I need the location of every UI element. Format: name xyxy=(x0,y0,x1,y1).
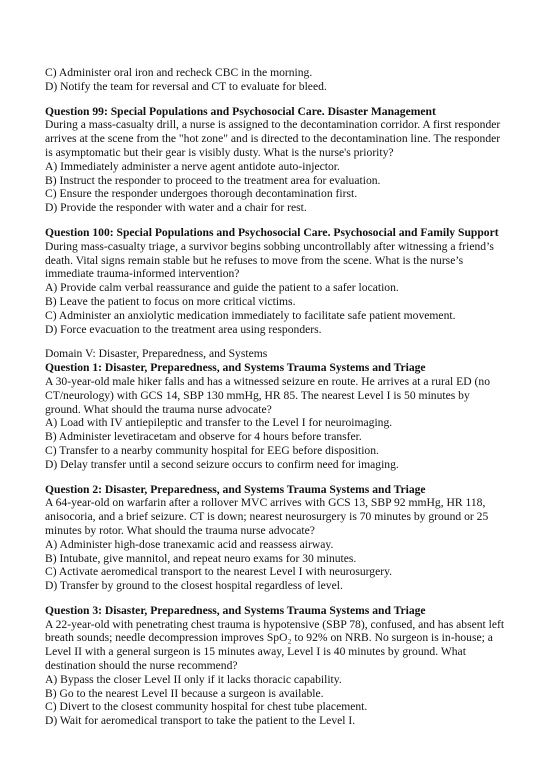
option: C) Activate aeromedical transport to the nearest Level I with neurosurgery. xyxy=(45,565,393,579)
option: B) Intubate, give mannitol, and repeat neuro exams for 30 minutes. xyxy=(45,551,357,565)
question-heading: Question 2: Disaster, Preparedness, and Systems Trauma Systems and Triage xyxy=(45,482,426,496)
question-heading: Question 99: Special Populations and Psychosocial Care. Disaster Management xyxy=(45,104,436,118)
option: C) Administer an anxiolytic medication immediately to facilitate safe patient movement. xyxy=(45,308,456,322)
question-stem: During mass-casualty triage, a survivor begins sobbing uncontrollably after witnessing a friend’s death. Vital signs remain stable but he refuses to move from the scene. What is the nurse’s immediate trauma-informed intervention? xyxy=(45,239,494,281)
question-100 xyxy=(45,226,505,336)
option: A) Administer high-dose tranexamic acid and reassess airway. xyxy=(45,537,334,551)
question-heading: Question 1: Disaster, Preparedness, and Systems Trauma Systems and Triage xyxy=(45,361,426,375)
option: A) Bypass the closer Level II only if it lacks thoracic capability. xyxy=(45,672,342,686)
option: C) Ensure the responder undergoes thorough decontamination first. xyxy=(45,187,358,201)
option: C) Administer oral iron and recheck CBC in the morning. xyxy=(45,66,313,79)
question-3 xyxy=(45,604,505,728)
document-page xyxy=(45,66,505,728)
question-stem: A 22-year-old with penetrating chest trauma is hypotensive (SBP 78), confused, and has absent left breath sounds; needle decompression improves SpO₂ to 92% on NRB. No surgeon is in-house; a Level II with a general surgeon is 15 minutes away, Level I is 40 minutes by ground. What destination should the nurse recommend? xyxy=(45,617,505,673)
question-stem: A 30-year-old male hiker falls and has a witnessed seizure en route. He arrives at a rural ED (no CT/neurology) with GCS 14, SBP 130 mmHg, HR 85. The nearest Level I is 50 minutes by ground. What should the trauma nurse advocate? xyxy=(45,374,490,416)
option: D) Notify the team for reversal and CT to evaluate for bleed. xyxy=(45,79,327,93)
question-99 xyxy=(45,105,505,215)
option: B) Go to the nearest Level II because a surgeon is available. xyxy=(45,686,324,700)
question-1 xyxy=(45,361,505,471)
option: B) Leave the patient to focus on more critical victims. xyxy=(45,294,296,308)
option: C) Transfer to a nearby community hospital for EEG before disposition. xyxy=(45,443,379,457)
option: B) Instruct the responder to proceed to the treatment area for evaluation. xyxy=(45,173,381,187)
option: D) Force evacuation to the treatment area using responders. xyxy=(45,322,322,336)
question-2 xyxy=(45,483,505,593)
domain-heading: Domain V: Disaster, Preparedness, and Systems xyxy=(45,347,268,361)
option: C) Divert to the closest community hospital for chest tube placement. xyxy=(45,700,368,714)
carryover-options xyxy=(45,66,505,94)
option: A) Load with IV antiepileptic and transfer to the Level I for neuroimaging. xyxy=(45,416,393,430)
question-stem: A 64-year-old on warfarin after a rollover MVC arrives with GCS 13, SBP 92 mmHg, HR 118, anisocoria, and a brief seizure. CT is down; nearest neurosurgery is 70 minutes by ground or 25 minutes by rotor. What should the trauma nurse advocate? xyxy=(45,496,489,537)
option: D) Delay transfer until a second seizure occurs to confirm need for imaging. xyxy=(45,457,399,471)
question-heading: Question 3: Disaster, Preparedness, and Systems Trauma Systems and Triage xyxy=(45,603,426,617)
option: D) Provide the responder with water and a chair for rest. xyxy=(45,201,307,215)
option: B) Administer levetiracetam and observe for 4 hours before transfer. xyxy=(45,430,362,444)
option: D) Transfer by ground to the closest hospital regardless of level. xyxy=(45,579,343,593)
option: A) Provide calm verbal reassurance and guide the patient to a safer location. xyxy=(45,281,399,295)
question-heading: Question 100: Special Populations and Psychosocial Care. Psychosocial and Family Support xyxy=(45,225,499,239)
option: A) Immediately administer a nerve agent antidote auto-injector. xyxy=(45,159,340,173)
option: D) Wait for aeromedical transport to take the patient to the Level I. xyxy=(45,714,356,728)
question-stem: During a mass-casualty drill, a nurse is assigned to the decontamination corridor. A first responder arrives at the scene from the "hot zone" and is directed to the decontamination line. The responder is asymptomatic but their gear is visibly dusty. What is the nurse's priority? xyxy=(45,118,501,159)
